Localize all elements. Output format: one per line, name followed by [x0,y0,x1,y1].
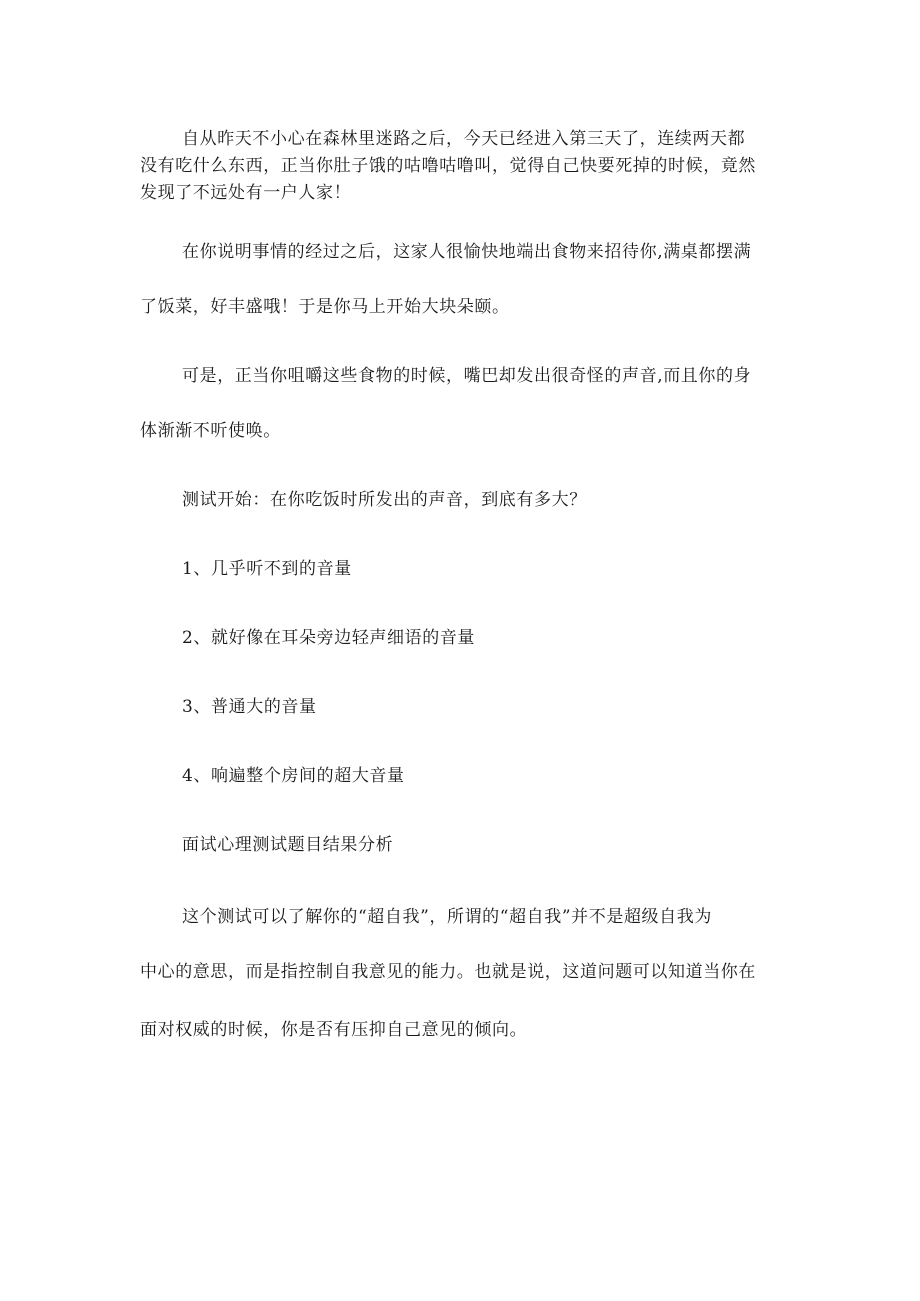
analysis-line-1: 这个测试可以了解你的“超自我”，所谓的“超自我”并不是超级自我为 [182,907,712,927]
option-4: 4、响遍整个房间的超大音量 [182,766,405,786]
analysis-line-2: 中心的意思，而是指控制自我意见的能力。也就是说，这道问题可以知道当你在 [140,962,756,982]
option-3: 3、普通大的音量 [182,697,317,717]
option-1: 1、几乎听不到的音量 [182,559,352,579]
intro-line-3: 发现了不远处有一户人家！ [140,183,352,203]
analysis-heading: 面试心理测试题目结果分析 [182,835,394,855]
analysis-line-3: 面对权威的时候，你是否有压抑自己意见的倾向。 [140,1020,528,1040]
story-line-2: 了饭菜，好丰盛哦！于是你马上开始大块朵颐。 [140,297,510,317]
story-line-1: 在你说明事情的经过之后，这家人很愉快地端出食物来招待你,满桌都摆满 [182,242,752,262]
story-line-3: 可是，正当你咀嚼这些食物的时候，嘴巴却发出很奇怪的声音,而且你的身 [182,366,752,386]
intro-line-2: 没有吃什么东西，正当你肚子饿的咕噜咕噜叫，觉得自己快要死掉的时候，竟然 [140,156,756,176]
intro-line-1: 自从昨天不小心在森林里迷路之后，今天已经进入第三天了，连续两天都 [182,129,746,149]
story-line-4: 体渐渐不听使唤。 [140,421,281,441]
test-question: 测试开始：在你吃饭时所发出的声音，到底有多大？ [182,490,587,510]
option-2: 2、就好像在耳朵旁边轻声细语的音量 [182,628,476,648]
